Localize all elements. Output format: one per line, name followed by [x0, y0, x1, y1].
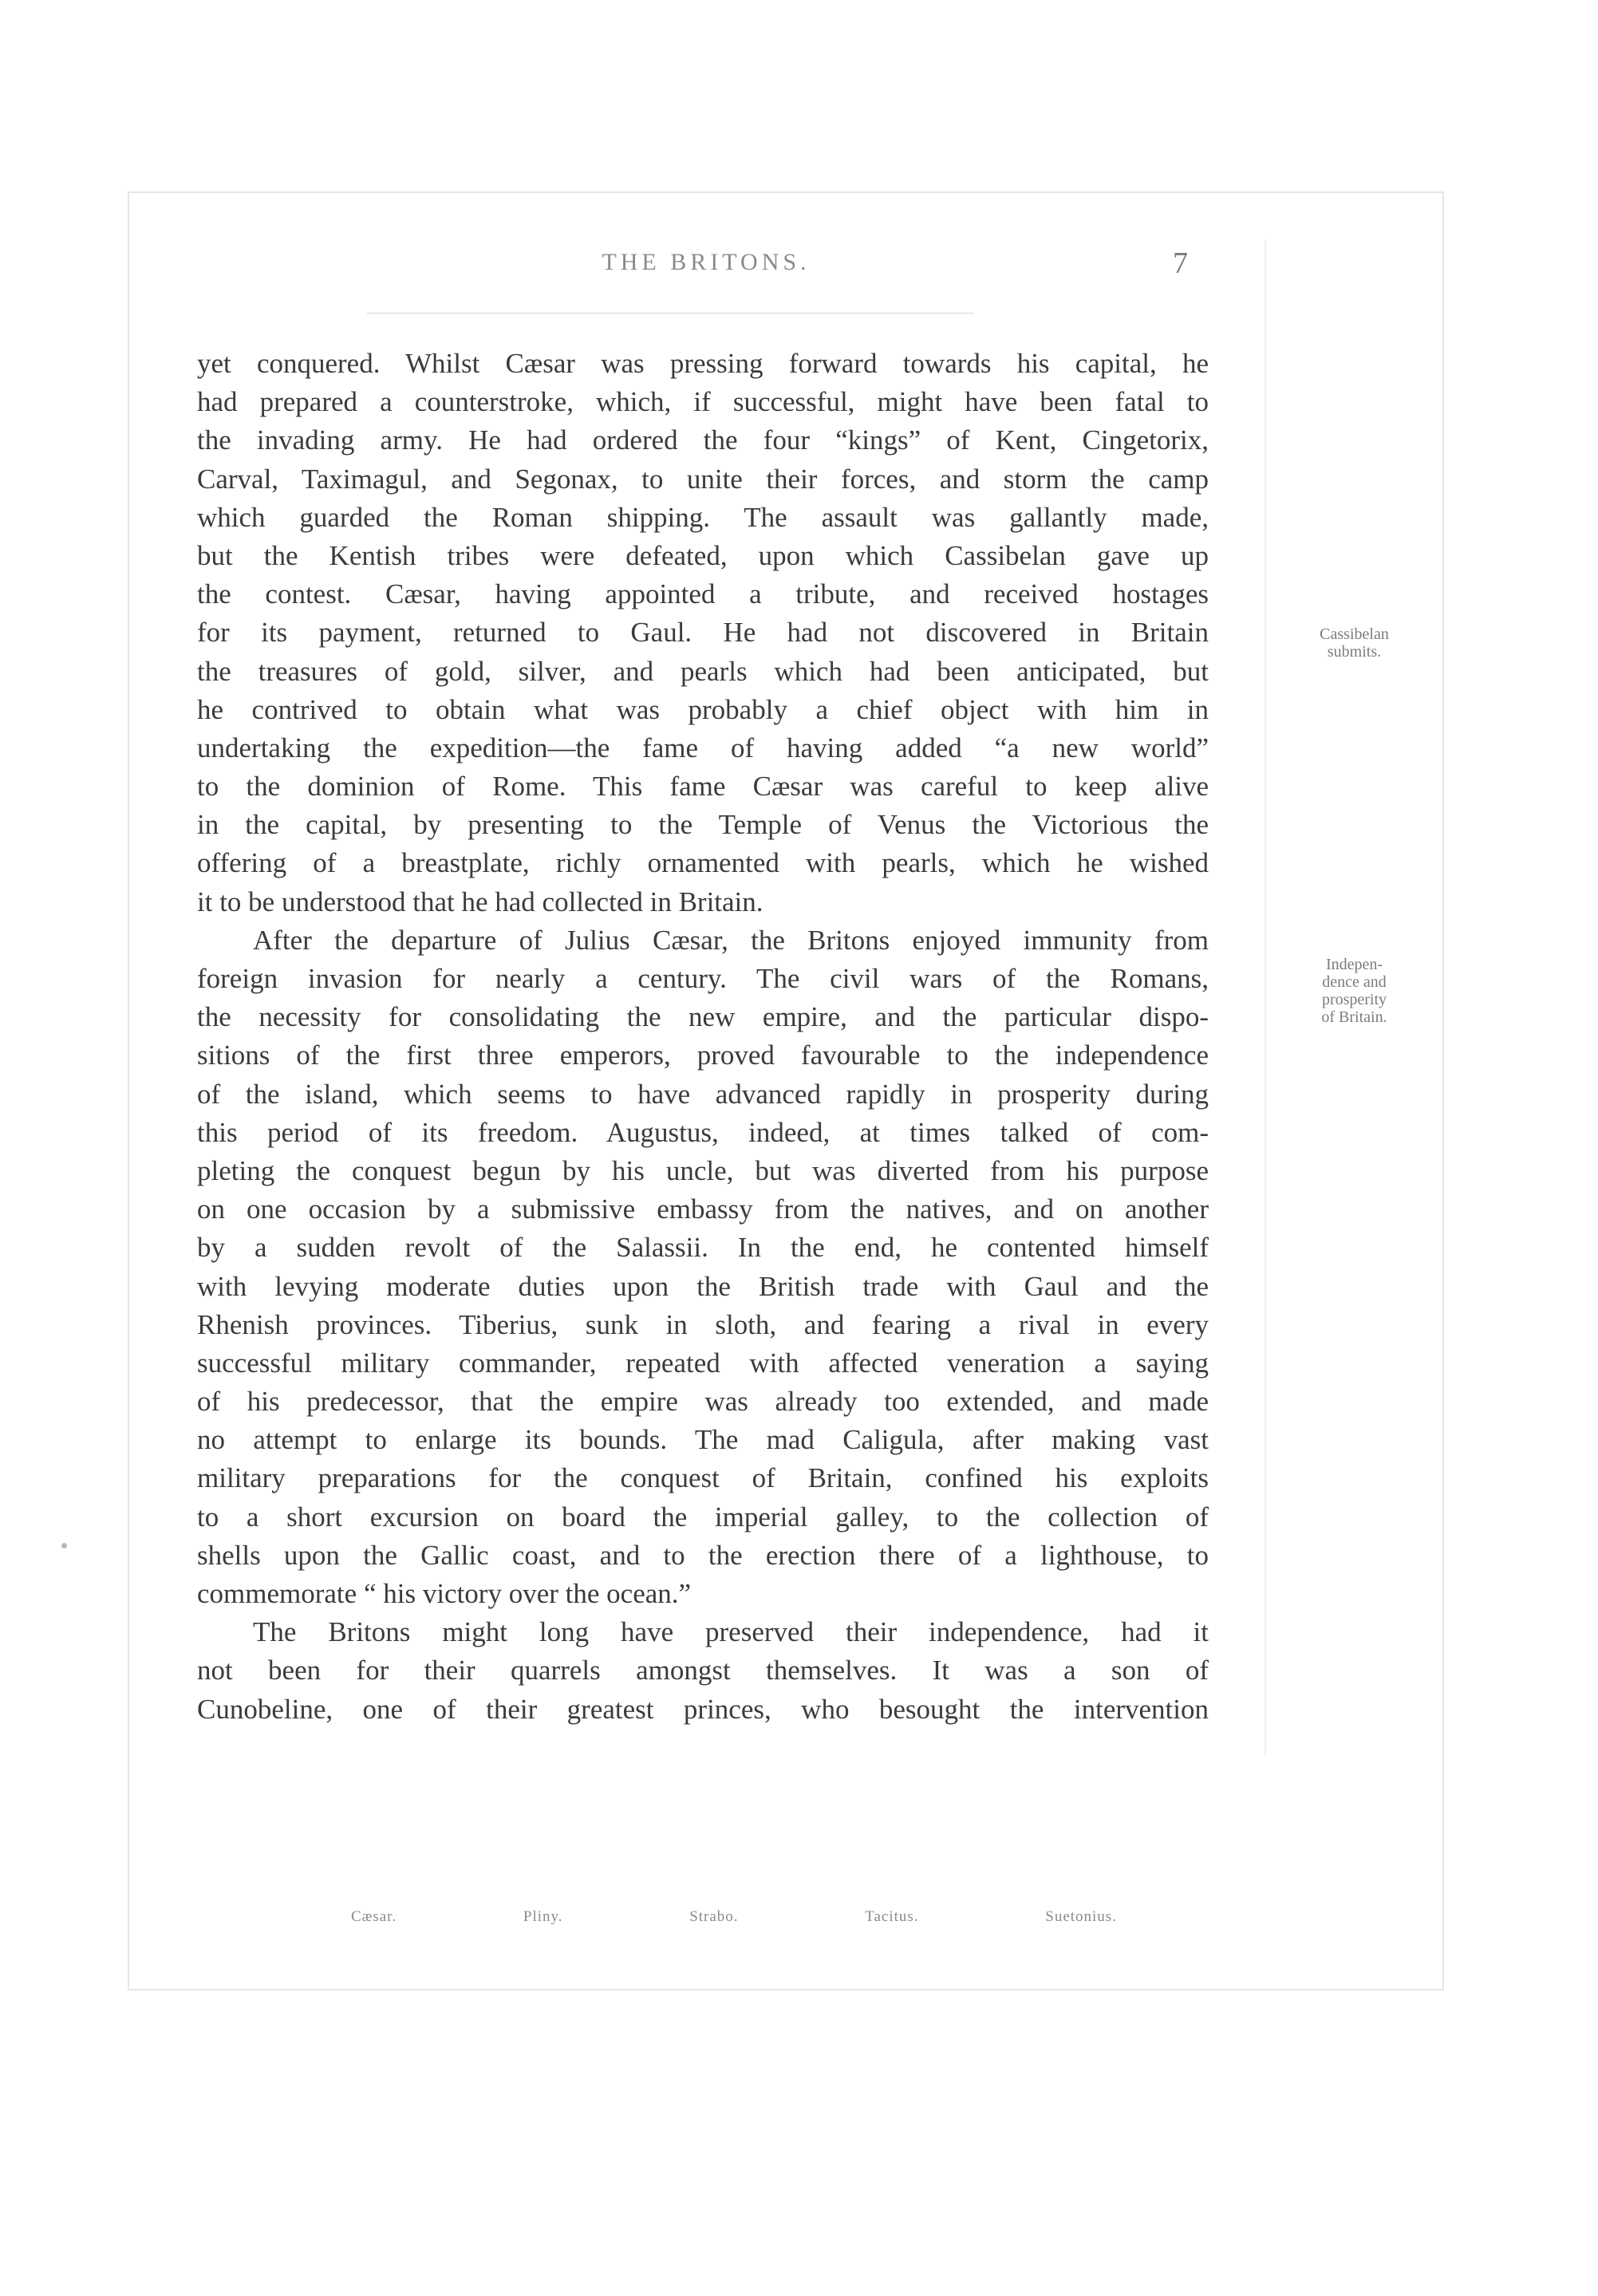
text-line: with levying moderate duties upon the British trade with Gaul and the: [197, 1270, 1209, 1302]
text-line: for its payment, returned to Gaul. He had not discovered in Britain: [197, 617, 1209, 649]
source-suetonius: Suetonius.: [1045, 1908, 1117, 1925]
running-title: THE BRITONS.: [602, 249, 811, 275]
text-line: on one occasion by a submissive embassy from the natives, and on another: [197, 1193, 1209, 1225]
text-line: in the capital, by presenting to the Temple of Venus the Victorious the: [197, 809, 1209, 841]
margin-note-line: dence and: [1322, 973, 1387, 991]
text-line: by a sudden revolt of the Salassii. In the end, he contented himself: [197, 1232, 1209, 1264]
text-line: offering of a breastplate, richly ornamented with pearls, which he wished: [197, 847, 1209, 879]
text-line: yet conquered. Whilst Cæsar was pressing forward towards his capital, he: [197, 348, 1209, 379]
text-line: sitions of the first three emperors, proved favourable to the independence: [197, 1040, 1209, 1071]
text-line: Rhenish provinces. Tiberius, sunk in sloth, and fearing a rival in every: [197, 1308, 1209, 1340]
text-line: which guarded the Roman shipping. The assault was gallantly made,: [197, 501, 1209, 533]
margin-note-line: prosperity: [1321, 991, 1387, 1008]
source-caesar: Cæsar.: [351, 1908, 397, 1925]
text-line: no attempt to enlarge its bounds. The mad Caligula, after making vast: [197, 1424, 1209, 1456]
text-column-rule: [1265, 239, 1266, 1755]
text-line: the necessity for consolidating the new empire, and the particular dispo-: [197, 1001, 1209, 1033]
text-line: Carval, Taximagul, and Segonax, to unite their forces, and storm the camp: [197, 463, 1209, 495]
source-tacitus: Tacitus.: [865, 1908, 919, 1925]
text-line: not been for their quarrels amongst themselves. It was a son of: [197, 1655, 1209, 1686]
text-line: of the island, which seems to have advanced rapidly in prosperity during: [197, 1078, 1209, 1110]
margin-note-line: Cassibelan: [1320, 625, 1389, 643]
text-line: the invading army. He had ordered the four “kings” of Kent, Cingetorix,: [197, 424, 1209, 456]
text-line: successful military commander, repeated with affected veneration a saying: [197, 1347, 1209, 1379]
text-line: foreign invasion for nearly a century. The civil wars of the Romans,: [197, 963, 1209, 994]
text-line: the contest. Cæsar, having appointed a tribute, and received hostages: [197, 578, 1209, 610]
body-text: [197, 345, 1209, 1729]
text-line: pleting the conquest begun by his uncle, but was diverted from his purpose: [197, 1154, 1209, 1186]
stray-ink-mark: [61, 1543, 67, 1548]
text-line: of his predecessor, that the empire was already too extended, and made: [197, 1386, 1209, 1418]
text-line: he contrived to obtain what was probably a chief object with him in: [197, 693, 1209, 725]
margin-note-line: of Britain.: [1321, 1008, 1387, 1026]
text-line: After the departure of Julius Cæsar, the Britons enjoyed immunity from: [253, 924, 1209, 956]
text-line: to the dominion of Rome. This fame Cæsar was careful to keep alive: [197, 771, 1209, 803]
text-line: shells upon the Gallic coast, and to the erection there of a lighthouse, to: [197, 1539, 1209, 1571]
margin-note-line: submits.: [1327, 643, 1382, 661]
text-line: commemorate “ his victory over the ocean.”: [197, 1578, 692, 1609]
text-line: it to be understood that he had collected in Britain.: [197, 886, 763, 917]
margin-note-independence: [1276, 956, 1432, 1026]
header-rule: [367, 313, 973, 314]
margin-note-line: Indepen-: [1325, 956, 1383, 973]
text-line: undertaking the expedition—the fame of having added “a new world”: [197, 732, 1209, 763]
text-line: had prepared a counterstroke, which, if successful, might have been fatal to: [197, 386, 1209, 418]
source-pliny: Pliny.: [523, 1908, 563, 1925]
text-line: this period of its freedom. Augustus, indeed, at times talked of com-: [197, 1116, 1209, 1148]
text-line: military preparations for the conquest of Britain, confined his exploits: [197, 1462, 1209, 1494]
source-strabo: Strabo.: [689, 1908, 739, 1925]
text-line: but the Kentish tribes were defeated, upon which Cassibelan gave up: [197, 539, 1209, 571]
margin-note-cassibelan: [1276, 625, 1432, 661]
text-line: to a short excursion on board the imperial galley, to the collection of: [197, 1501, 1209, 1533]
text-line: Cunobeline, one of their greatest princes, who besought the intervention: [197, 1693, 1209, 1725]
text-line: the treasures of gold, silver, and pearls which had been anticipated, but: [197, 655, 1209, 687]
source-authorities: [351, 1908, 1117, 1926]
page-number: 7: [1173, 247, 1188, 280]
text-line: The Britons might long have preserved their independence, had it: [253, 1616, 1209, 1648]
